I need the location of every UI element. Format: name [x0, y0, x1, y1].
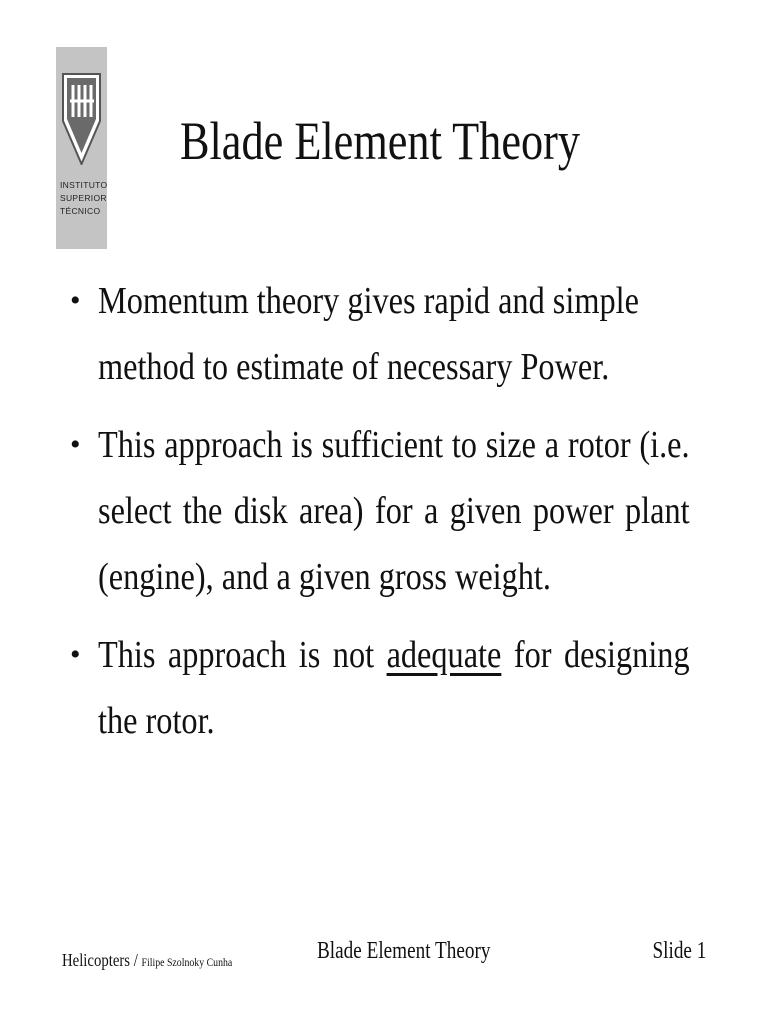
logo-line-2: SUPERIOR — [60, 193, 107, 203]
bullet-marker: • — [70, 428, 81, 461]
slide-title: Blade Element Theory — [179, 111, 581, 171]
bullet-text — [98, 622, 690, 754]
bullet-list — [58, 268, 694, 766]
bullet-text-end: for designing the rotor. — [98, 634, 690, 742]
slide-footer — [0, 938, 768, 978]
slide-number: Slide 1 — [652, 938, 706, 964]
logo-line-3: TÉCNICO — [60, 206, 101, 216]
footer-course-name: Helicopters / — [62, 950, 138, 970]
bullet-item — [58, 268, 694, 400]
bullet-text: This approach is sufficient to size a rotor (i.e. select the disk area) for a given power plant (engine), and a given gross weight. — [98, 424, 690, 598]
underlined-word: adequate — [386, 634, 502, 676]
footer-course — [62, 950, 232, 971]
logo-line-1: INSTITUTO — [60, 180, 108, 190]
bullet-item — [58, 412, 694, 610]
footer-author: Filipe Szolnoky Cunha — [141, 955, 233, 969]
bullet-text: Momentum theory gives rapid and simple method to estimate of necessary Power. — [98, 280, 639, 388]
shield-icon — [62, 73, 101, 165]
bullet-item — [58, 622, 694, 754]
bullet-marker: • — [70, 284, 81, 317]
bullet-marker: • — [70, 638, 81, 671]
bullet-text-start: This approach is not — [98, 634, 387, 676]
footer-title: Blade Element Theory — [317, 938, 491, 964]
logo-wordmark — [60, 179, 106, 218]
ist-logo — [56, 47, 107, 249]
